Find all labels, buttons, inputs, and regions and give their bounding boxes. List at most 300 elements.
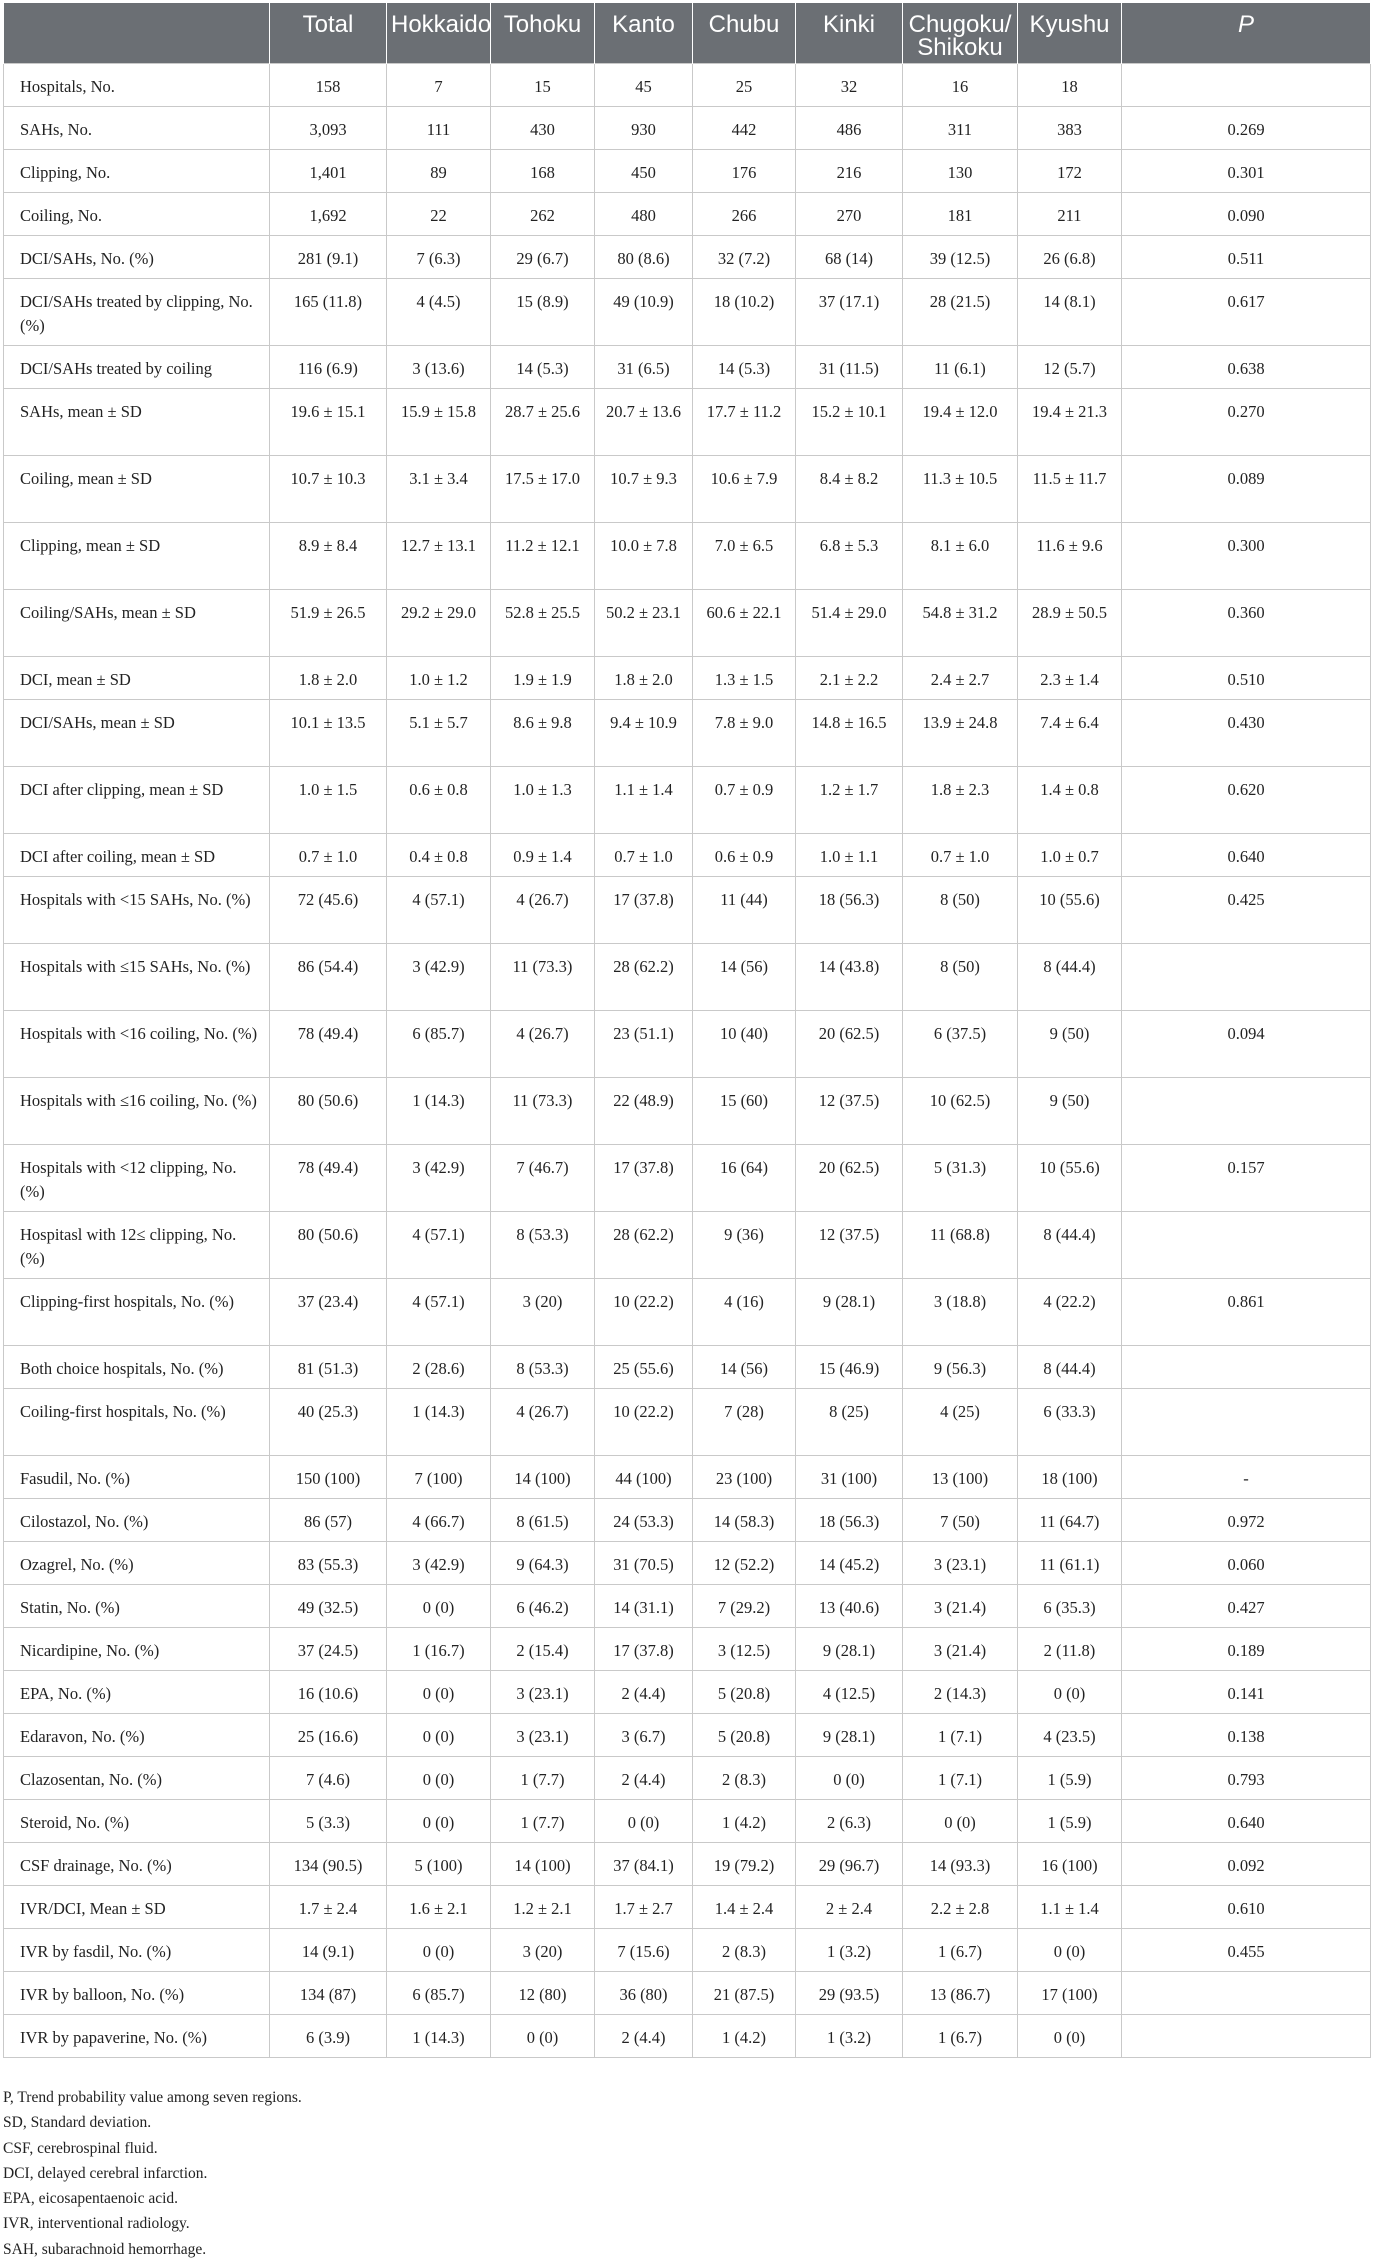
value-cell: 10 (62.5) — [903, 1077, 1018, 1144]
value-cell: 3.1 ± 3.4 — [387, 455, 491, 522]
value-cell: 10 (22.2) — [595, 1388, 693, 1455]
p-value-cell: 0.301 — [1122, 149, 1371, 192]
row-label: Hospitals with ≤15 SAHs, No. (%) — [4, 943, 270, 1010]
row-label: IVR/DCI, Mean ± SD — [4, 1885, 270, 1928]
value-cell: 14 (5.3) — [693, 345, 796, 388]
value-cell: 1.2 ± 1.7 — [796, 766, 903, 833]
row-label: Clipping, No. — [4, 149, 270, 192]
row-label: DCI/SAHs, No. (%) — [4, 235, 270, 278]
value-cell: 11.5 ± 11.7 — [1018, 455, 1122, 522]
row-label: Fasudil, No. (%) — [4, 1455, 270, 1498]
table-row — [4, 943, 1371, 1010]
row-label: Clipping-first hospitals, No. (%) — [4, 1278, 270, 1345]
value-cell: 3 (21.4) — [903, 1584, 1018, 1627]
value-cell: 15 (60) — [693, 1077, 796, 1144]
value-cell: 3 (42.9) — [387, 1144, 491, 1211]
value-cell: 18 — [1018, 63, 1122, 106]
row-label: IVR by balloon, No. (%) — [4, 1971, 270, 2014]
value-cell: 28 (62.2) — [595, 943, 693, 1010]
value-cell: 6 (85.7) — [387, 1010, 491, 1077]
value-cell: 14 (58.3) — [693, 1498, 796, 1541]
table-row — [4, 766, 1371, 833]
value-cell: 8 (53.3) — [491, 1345, 595, 1388]
value-cell: 23 (51.1) — [595, 1010, 693, 1077]
value-cell: 1 (6.7) — [903, 2014, 1018, 2057]
value-cell: 78 (49.4) — [270, 1010, 387, 1077]
value-cell: 17.7 ± 11.2 — [693, 388, 796, 455]
row-label: Nicardipine, No. (%) — [4, 1627, 270, 1670]
header-cell-chubu: Chubu — [693, 3, 796, 63]
value-cell: 5 (31.3) — [903, 1144, 1018, 1211]
value-cell: 81 (51.3) — [270, 1345, 387, 1388]
table-row — [4, 1799, 1371, 1842]
value-cell: 3 (20) — [491, 1278, 595, 1345]
value-cell: 0 (0) — [1018, 2014, 1122, 2057]
p-value-cell: 0.269 — [1122, 106, 1371, 149]
value-cell: 0 (0) — [387, 1928, 491, 1971]
value-cell: 40 (25.3) — [270, 1388, 387, 1455]
value-cell: 1.8 ± 2.0 — [270, 656, 387, 699]
table-row — [4, 1713, 1371, 1756]
value-cell: 37 (84.1) — [595, 1842, 693, 1885]
row-label: Edaravon, No. (%) — [4, 1713, 270, 1756]
table-row — [4, 1541, 1371, 1584]
row-label: Hospitals, No. — [4, 63, 270, 106]
value-cell: 24 (53.3) — [595, 1498, 693, 1541]
value-cell: 1 (7.1) — [903, 1713, 1018, 1756]
value-cell: 383 — [1018, 106, 1122, 149]
value-cell: 5 (100) — [387, 1842, 491, 1885]
value-cell: 32 (7.2) — [693, 235, 796, 278]
value-cell: 0.7 ± 1.0 — [595, 833, 693, 876]
value-cell: 0.7 ± 0.9 — [693, 766, 796, 833]
value-cell: 4 (16) — [693, 1278, 796, 1345]
value-cell: 15.2 ± 10.1 — [796, 388, 903, 455]
value-cell: 1.0 ± 1.3 — [491, 766, 595, 833]
value-cell: 16 (10.6) — [270, 1670, 387, 1713]
table-row — [4, 1211, 1371, 1278]
value-cell: 13.9 ± 24.8 — [903, 699, 1018, 766]
p-value-cell: 0.089 — [1122, 455, 1371, 522]
row-label: Clazosentan, No. (%) — [4, 1756, 270, 1799]
value-cell: 8 (44.4) — [1018, 1211, 1122, 1278]
value-cell: 20 (62.5) — [796, 1144, 903, 1211]
value-cell: 430 — [491, 106, 595, 149]
value-cell: 1 (14.3) — [387, 2014, 491, 2057]
p-value-cell: 0.455 — [1122, 1928, 1371, 1971]
value-cell: 216 — [796, 149, 903, 192]
value-cell: 10 (22.2) — [595, 1278, 693, 1345]
value-cell: 12 (80) — [491, 1971, 595, 2014]
row-label: DCI after coiling, mean ± SD — [4, 833, 270, 876]
value-cell: 5 (20.8) — [693, 1713, 796, 1756]
value-cell: 9 (56.3) — [903, 1345, 1018, 1388]
value-cell: 1.2 ± 2.1 — [491, 1885, 595, 1928]
value-cell: 1 (6.7) — [903, 1928, 1018, 1971]
value-cell: 1.0 ± 1.5 — [270, 766, 387, 833]
table-row — [4, 1498, 1371, 1541]
value-cell: 14 (8.1) — [1018, 278, 1122, 345]
p-value-cell: 0.360 — [1122, 589, 1371, 656]
value-cell: 6 (46.2) — [491, 1584, 595, 1627]
value-cell: 9 (28.1) — [796, 1627, 903, 1670]
value-cell: 1.0 ± 1.1 — [796, 833, 903, 876]
table-row — [4, 235, 1371, 278]
row-label: Coiling, No. — [4, 192, 270, 235]
value-cell: 1.1 ± 1.4 — [595, 766, 693, 833]
value-cell: 37 (23.4) — [270, 1278, 387, 1345]
value-cell: 2.2 ± 2.8 — [903, 1885, 1018, 1928]
value-cell: 7 — [387, 63, 491, 106]
value-cell: 11.3 ± 10.5 — [903, 455, 1018, 522]
value-cell: 17 (100) — [1018, 1971, 1122, 2014]
value-cell: 116 (6.9) — [270, 345, 387, 388]
row-label: IVR by fasdil, No. (%) — [4, 1928, 270, 1971]
value-cell: 0 (0) — [1018, 1928, 1122, 1971]
value-cell: 14 (100) — [491, 1455, 595, 1498]
value-cell: 16 (64) — [693, 1144, 796, 1211]
value-cell: 2 (4.4) — [595, 1670, 693, 1713]
value-cell: 37 (24.5) — [270, 1627, 387, 1670]
table-row — [4, 656, 1371, 699]
p-value-cell — [1122, 943, 1371, 1010]
value-cell: 4 (57.1) — [387, 876, 491, 943]
value-cell: 7.0 ± 6.5 — [693, 522, 796, 589]
table-row — [4, 1278, 1371, 1345]
header-cell-total: Total — [270, 3, 387, 63]
value-cell: 0 (0) — [387, 1799, 491, 1842]
value-cell: 181 — [903, 192, 1018, 235]
footnote-line: DCI, delayed cerebral infarction. — [3, 2164, 208, 2182]
value-cell: 2 (8.3) — [693, 1756, 796, 1799]
row-label: DCI/SAHs treated by coiling — [4, 345, 270, 388]
value-cell: 2 (15.4) — [491, 1627, 595, 1670]
value-cell: 4 (23.5) — [1018, 1713, 1122, 1756]
header-cell-p: P — [1122, 3, 1371, 63]
row-label: Ozagrel, No. (%) — [4, 1541, 270, 1584]
value-cell: 14 (5.3) — [491, 345, 595, 388]
value-cell: 270 — [796, 192, 903, 235]
row-label: Steroid, No. (%) — [4, 1799, 270, 1842]
value-cell: 9 (36) — [693, 1211, 796, 1278]
p-value-cell: 0.640 — [1122, 833, 1371, 876]
table-row — [4, 1885, 1371, 1928]
row-label: DCI/SAHs, mean ± SD — [4, 699, 270, 766]
value-cell: 45 — [595, 63, 693, 106]
value-cell: 7 (4.6) — [270, 1756, 387, 1799]
value-cell: 28 (62.2) — [595, 1211, 693, 1278]
row-label: Coiling, mean ± SD — [4, 455, 270, 522]
value-cell: 12 (5.7) — [1018, 345, 1122, 388]
value-cell: 9 (28.1) — [796, 1713, 903, 1756]
row-label: DCI after clipping, mean ± SD — [4, 766, 270, 833]
header-row — [4, 3, 1371, 63]
row-label: Both choice hospitals, No. (%) — [4, 1345, 270, 1388]
value-cell: 11 (6.1) — [903, 345, 1018, 388]
value-cell: 5.1 ± 5.7 — [387, 699, 491, 766]
value-cell: 4 (57.1) — [387, 1278, 491, 1345]
value-cell: 1,692 — [270, 192, 387, 235]
table-row — [4, 699, 1371, 766]
p-value-cell: 0.157 — [1122, 1144, 1371, 1211]
value-cell: 1 (7.7) — [491, 1756, 595, 1799]
table-row — [4, 1144, 1371, 1211]
value-cell: 31 (70.5) — [595, 1541, 693, 1584]
value-cell: 5 (20.8) — [693, 1670, 796, 1713]
table-row — [4, 833, 1371, 876]
value-cell: 8 (44.4) — [1018, 943, 1122, 1010]
footnote-line: P, Trend probability value among seven regions. — [3, 2089, 302, 2106]
value-cell: 7 (29.2) — [693, 1584, 796, 1627]
value-cell: 11 (73.3) — [491, 943, 595, 1010]
value-cell: 262 — [491, 192, 595, 235]
value-cell: 134 (90.5) — [270, 1842, 387, 1885]
p-value-cell — [1122, 1345, 1371, 1388]
value-cell: 31 (6.5) — [595, 345, 693, 388]
value-cell: 0 (0) — [387, 1756, 491, 1799]
value-cell: 25 — [693, 63, 796, 106]
table-row — [4, 278, 1371, 345]
value-cell: 6.8 ± 5.3 — [796, 522, 903, 589]
value-cell: 49 (32.5) — [270, 1584, 387, 1627]
p-value-cell: 0.793 — [1122, 1756, 1371, 1799]
table-row — [4, 345, 1371, 388]
value-cell: 6 (3.9) — [270, 2014, 387, 2057]
p-value-cell: 0.638 — [1122, 345, 1371, 388]
footnote-line: SD, Standard deviation. — [3, 2114, 152, 2132]
value-cell: 2 ± 2.4 — [796, 1885, 903, 1928]
value-cell: 18 (10.2) — [693, 278, 796, 345]
value-cell: 32 — [796, 63, 903, 106]
row-label: DCI/SAHs treated by clipping, No. (%) — [4, 278, 270, 345]
table-row — [4, 1077, 1371, 1144]
header-cell-tohoku: Tohoku — [491, 3, 595, 63]
header-cell-hokkaido: Hokkaido — [387, 3, 491, 63]
value-cell: 150 (100) — [270, 1455, 387, 1498]
value-cell: 9 (64.3) — [491, 1541, 595, 1584]
value-cell: 22 — [387, 192, 491, 235]
value-cell: 442 — [693, 106, 796, 149]
row-label: Cilostazol, No. (%) — [4, 1498, 270, 1541]
value-cell: 19.6 ± 15.1 — [270, 388, 387, 455]
value-cell: 1 (7.7) — [491, 1799, 595, 1842]
table-row — [4, 388, 1371, 455]
value-cell: 0 (0) — [796, 1756, 903, 1799]
value-cell: 7 (50) — [903, 1498, 1018, 1541]
value-cell: 86 (54.4) — [270, 943, 387, 1010]
value-cell: 4 (25) — [903, 1388, 1018, 1455]
value-cell: 51.9 ± 26.5 — [270, 589, 387, 656]
value-cell: 1.9 ± 1.9 — [491, 656, 595, 699]
value-cell: 0.9 ± 1.4 — [491, 833, 595, 876]
footnote-line: EPA, eicosapentaenoic acid. — [3, 2190, 179, 2208]
value-cell: 52.8 ± 25.5 — [491, 589, 595, 656]
value-cell: 9.4 ± 10.9 — [595, 699, 693, 766]
value-cell: 7 (46.7) — [491, 1144, 595, 1211]
p-value-cell: 0.300 — [1122, 522, 1371, 589]
value-cell: 29 (93.5) — [796, 1971, 903, 2014]
table-row — [4, 1756, 1371, 1799]
value-cell: 10.0 ± 7.8 — [595, 522, 693, 589]
p-value-cell: 0.427 — [1122, 1584, 1371, 1627]
table-body — [4, 63, 1371, 2057]
value-cell: 266 — [693, 192, 796, 235]
value-cell: 10 (55.6) — [1018, 876, 1122, 943]
value-cell: 8 (50) — [903, 943, 1018, 1010]
value-cell: 15 — [491, 63, 595, 106]
value-cell: 19 (79.2) — [693, 1842, 796, 1885]
value-cell: 3 (23.1) — [903, 1541, 1018, 1584]
value-cell: 39 (12.5) — [903, 235, 1018, 278]
value-cell: 11 (44) — [693, 876, 796, 943]
value-cell: 1.4 ± 2.4 — [693, 1885, 796, 1928]
value-cell: 1 (3.2) — [796, 2014, 903, 2057]
value-cell: 158 — [270, 63, 387, 106]
p-value-cell: 0.617 — [1122, 278, 1371, 345]
value-cell: 480 — [595, 192, 693, 235]
value-cell: 9 (50) — [1018, 1010, 1122, 1077]
value-cell: 0.4 ± 0.8 — [387, 833, 491, 876]
value-cell: 1.7 ± 2.4 — [270, 1885, 387, 1928]
value-cell: 3 (12.5) — [693, 1627, 796, 1670]
p-value-cell: 0.425 — [1122, 876, 1371, 943]
p-value-cell: 0.060 — [1122, 1541, 1371, 1584]
value-cell: 22 (48.9) — [595, 1077, 693, 1144]
value-cell: 0 (0) — [595, 1799, 693, 1842]
value-cell: 80 (50.6) — [270, 1211, 387, 1278]
value-cell: 54.8 ± 31.2 — [903, 589, 1018, 656]
p-value-cell: - — [1122, 1455, 1371, 1498]
row-label: Hospitasl with 12≤ clipping, No. (%) — [4, 1211, 270, 1278]
value-cell: 1.6 ± 2.1 — [387, 1885, 491, 1928]
value-cell: 11 (73.3) — [491, 1077, 595, 1144]
value-cell: 0 (0) — [903, 1799, 1018, 1842]
value-cell: 4 (66.7) — [387, 1498, 491, 1541]
value-cell: 6 (85.7) — [387, 1971, 491, 2014]
value-cell: 450 — [595, 149, 693, 192]
value-cell: 29 (96.7) — [796, 1842, 903, 1885]
p-value-cell — [1122, 63, 1371, 106]
value-cell: 0 (0) — [491, 2014, 595, 2057]
value-cell: 2 (4.4) — [595, 1756, 693, 1799]
p-value-cell: 0.620 — [1122, 766, 1371, 833]
value-cell: 10.7 ± 10.3 — [270, 455, 387, 522]
value-cell: 13 (40.6) — [796, 1584, 903, 1627]
value-cell: 15 (46.9) — [796, 1345, 903, 1388]
value-cell: 0 (0) — [387, 1670, 491, 1713]
p-value-cell: 0.138 — [1122, 1713, 1371, 1756]
value-cell: 7 (100) — [387, 1455, 491, 1498]
p-value-cell: 0.090 — [1122, 192, 1371, 235]
footnote-line: SAH, subarachnoid hemorrhage. — [3, 2240, 207, 2258]
p-value-cell: 0.430 — [1122, 699, 1371, 766]
value-cell: 134 (87) — [270, 1971, 387, 2014]
value-cell: 29.2 ± 29.0 — [387, 589, 491, 656]
row-label: SAHs, No. — [4, 106, 270, 149]
value-cell: 4 (4.5) — [387, 278, 491, 345]
table-row — [4, 589, 1371, 656]
value-cell: 60.6 ± 22.1 — [693, 589, 796, 656]
footnote-line: CSF, cerebrospinal fluid. — [3, 2139, 158, 2157]
value-cell: 3 (23.1) — [491, 1670, 595, 1713]
value-cell: 14.8 ± 16.5 — [796, 699, 903, 766]
value-cell: 8 (53.3) — [491, 1211, 595, 1278]
value-cell: 6 (35.3) — [1018, 1584, 1122, 1627]
value-cell: 14 (45.2) — [796, 1541, 903, 1584]
value-cell: 44 (100) — [595, 1455, 693, 1498]
table-row — [4, 63, 1371, 106]
value-cell: 18 (56.3) — [796, 1498, 903, 1541]
row-label: Coiling/SAHs, mean ± SD — [4, 589, 270, 656]
value-cell: 12 (37.5) — [796, 1077, 903, 1144]
table-row — [4, 106, 1371, 149]
value-cell: 16 (100) — [1018, 1842, 1122, 1885]
row-label: Clipping, mean ± SD — [4, 522, 270, 589]
value-cell: 8 (61.5) — [491, 1498, 595, 1541]
value-cell: 1.3 ± 1.5 — [693, 656, 796, 699]
data-table-container — [3, 3, 1370, 2058]
value-cell: 17 (37.8) — [595, 1627, 693, 1670]
table-row — [4, 2014, 1371, 2057]
value-cell: 176 — [693, 149, 796, 192]
value-cell: 14 (9.1) — [270, 1928, 387, 1971]
value-cell: 1 (5.9) — [1018, 1799, 1122, 1842]
header-cell-kanto: Kanto — [595, 3, 693, 63]
value-cell: 28.9 ± 50.5 — [1018, 589, 1122, 656]
value-cell: 11 (68.8) — [903, 1211, 1018, 1278]
value-cell: 8.4 ± 8.2 — [796, 455, 903, 522]
table-row — [4, 876, 1371, 943]
row-label: Statin, No. (%) — [4, 1584, 270, 1627]
value-cell: 1 (14.3) — [387, 1388, 491, 1455]
p-value-cell: 0.141 — [1122, 1670, 1371, 1713]
value-cell: 83 (55.3) — [270, 1541, 387, 1584]
value-cell: 3,093 — [270, 106, 387, 149]
p-value-cell: 0.270 — [1122, 388, 1371, 455]
row-label: SAHs, mean ± SD — [4, 388, 270, 455]
footnotes — [3, 2085, 903, 2262]
row-label: IVR by papaverine, No. (%) — [4, 2014, 270, 2057]
value-cell: 19.4 ± 12.0 — [903, 388, 1018, 455]
row-label: DCI, mean ± SD — [4, 656, 270, 699]
table-row — [4, 1345, 1371, 1388]
value-cell: 6 (37.5) — [903, 1010, 1018, 1077]
value-cell: 31 (100) — [796, 1455, 903, 1498]
value-cell: 1.0 ± 1.2 — [387, 656, 491, 699]
footnote-line: IVR, interventional radiology. — [3, 2215, 190, 2233]
value-cell: 50.2 ± 23.1 — [595, 589, 693, 656]
value-cell: 2.4 ± 2.7 — [903, 656, 1018, 699]
value-cell: 7 (28) — [693, 1388, 796, 1455]
row-label: Hospitals with <12 clipping, No. (%) — [4, 1144, 270, 1211]
value-cell: 14 (31.1) — [595, 1584, 693, 1627]
row-label: EPA, No. (%) — [4, 1670, 270, 1713]
value-cell: 168 — [491, 149, 595, 192]
value-cell: 28.7 ± 25.6 — [491, 388, 595, 455]
table-row — [4, 1928, 1371, 1971]
value-cell: 2 (4.4) — [595, 2014, 693, 2057]
value-cell: 8 (50) — [903, 876, 1018, 943]
value-cell: 19.4 ± 21.3 — [1018, 388, 1122, 455]
value-cell: 18 (100) — [1018, 1455, 1122, 1498]
value-cell: 72 (45.6) — [270, 876, 387, 943]
value-cell: 10 (55.6) — [1018, 1144, 1122, 1211]
value-cell: 2.1 ± 2.2 — [796, 656, 903, 699]
row-label: Hospitals with ≤16 coiling, No. (%) — [4, 1077, 270, 1144]
value-cell: 12.7 ± 13.1 — [387, 522, 491, 589]
value-cell: 311 — [903, 106, 1018, 149]
value-cell: 0.6 ± 0.9 — [693, 833, 796, 876]
